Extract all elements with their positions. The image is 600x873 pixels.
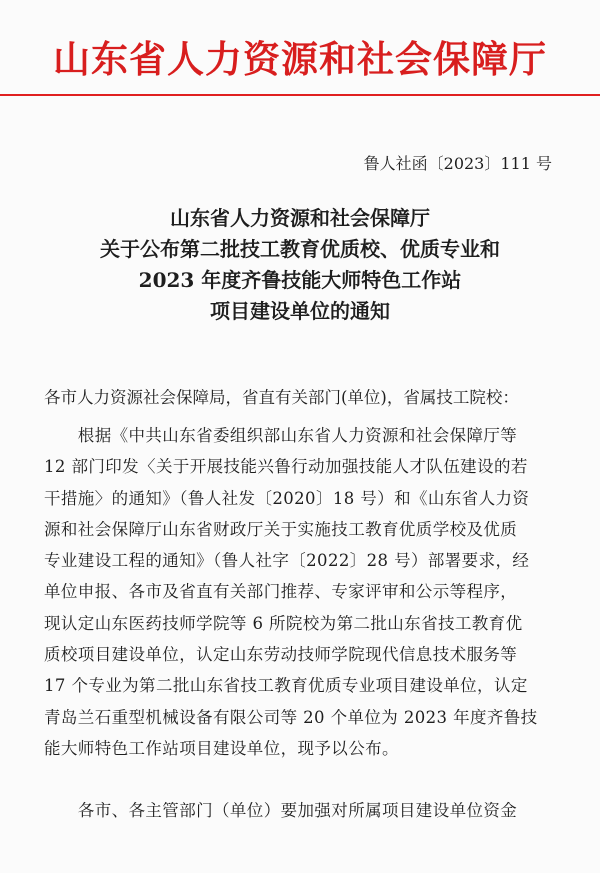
body-line: 各市、各主管部门（单位）要加强对所属项目建设单位资金: [44, 801, 518, 820]
body-line: 能大师特色工作站项目建设单位，现予以公布。: [44, 738, 399, 758]
body-line: 根据《中共山东省委组织部山东省人力资源和社会保障厅等: [44, 426, 518, 445]
issuer-header: 山东省人力资源和社会保障厅: [53, 37, 547, 81]
salutation: 各市人力资源社会保障局，省直有关部门(单位)，省属技工院校：: [44, 388, 519, 407]
body-line: 质校项目建设单位，认定山东劳动技师学院现代信息技术服务等: [44, 645, 518, 665]
body-line: 17 个专业为第二批山东省技工教育优质专业项目建设单位，认定: [44, 676, 528, 696]
title-line: 关于公布第二批技工教育优质校、优质专业和: [100, 237, 500, 261]
document-number: 鲁人社函〔2023〕111 号: [363, 154, 552, 173]
document-title: [0, 203, 600, 327]
title-line: 项目建设单位的通知: [210, 299, 390, 323]
body-line: 专业建设工程的通知》（鲁人社字〔2022〕28 号）部署要求，经: [44, 551, 530, 571]
paragraph-1: [44, 420, 564, 764]
red-divider-line: [0, 94, 600, 96]
body-line: 12 部门印发〈关于开展技能兴鲁行动加强技能人才队伍建设的若: [44, 457, 528, 477]
body-line: 源和社会保障厅山东省财政厅关于实施技工教育优质学校及优质: [44, 519, 518, 539]
title-line: 山东省人力资源和社会保障厅: [170, 206, 430, 230]
body-line: 干措施〉的通知》（鲁人社发〔2020〕18 号）和《山东省人力资: [44, 488, 530, 508]
body-line: 现认定山东医药技师学院等 6 所院校为第二批山东省技工教育优: [44, 613, 523, 633]
title-line: 2023 年度齐鲁技能大师特色工作站: [138, 268, 462, 292]
body-line: 青岛兰石重型机械设备有限公司等 20 个单位为 2023 年度齐鲁技: [44, 707, 538, 727]
paragraph-2: [44, 795, 564, 826]
body-line: 单位申报、各市及省直有关部门推荐、专家评审和公示等程序，: [44, 582, 518, 602]
